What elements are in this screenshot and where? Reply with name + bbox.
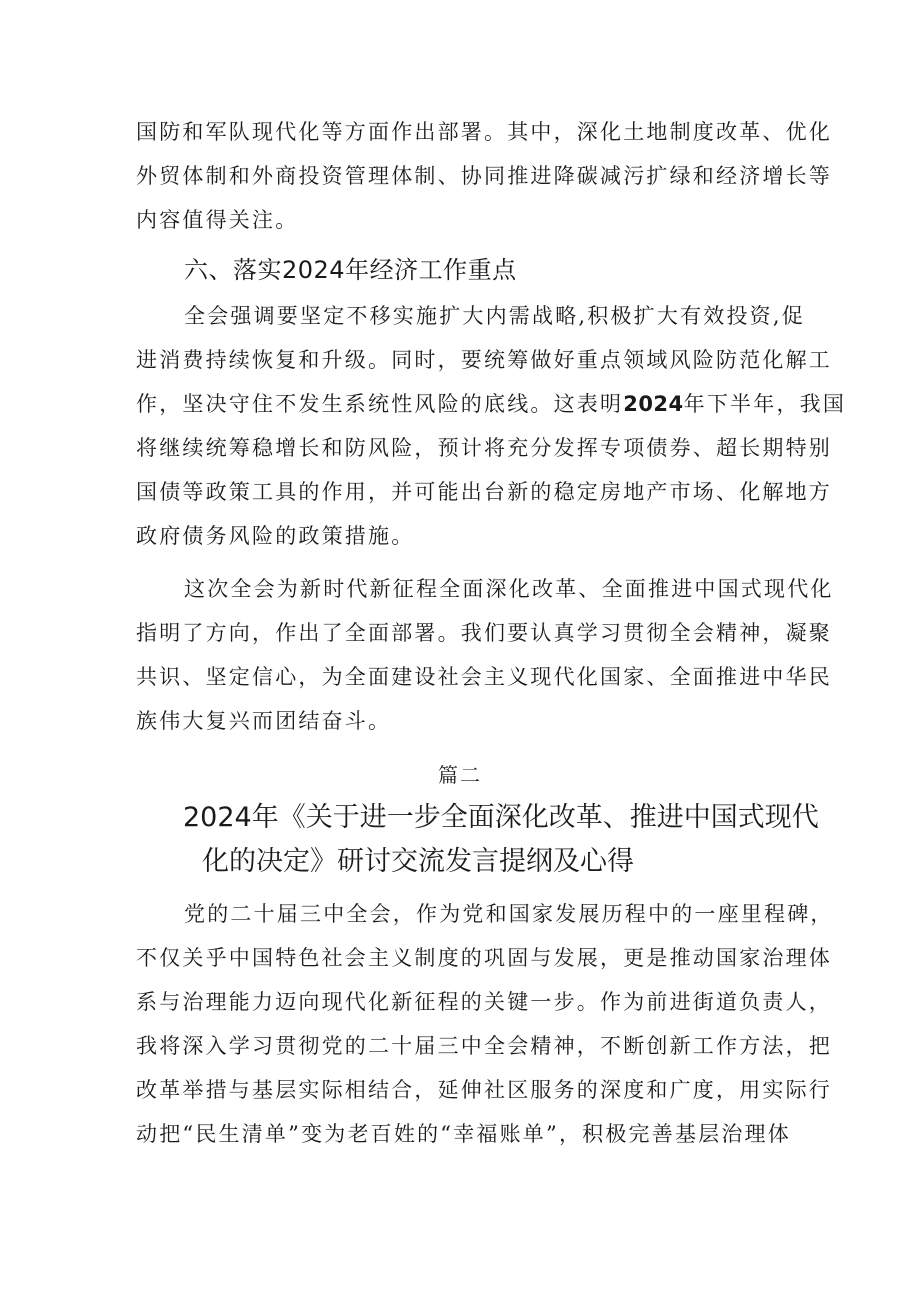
paragraph-line: 进消费持续恢复和升级。同时，要统筹做好重点领域风险防范化解工: [136, 348, 832, 372]
paragraph-line: [136, 390, 847, 418]
paragraph-line: 党的二十届三中全会，作为党和国家发展历程中的一座里程碑，: [184, 902, 834, 926]
paragraph-line: 外贸体制和外商投资管理体制、协同推进降碳减污扩绿和经济增长等: [136, 164, 832, 188]
section-heading: 六、落实2024年经济工作重点: [184, 256, 517, 284]
document-title: 化的决定》研讨交流发言提纲及心得: [202, 846, 634, 877]
paragraph-line: 政府债务风险的政策措施。: [136, 524, 415, 548]
paragraph-line: 这次全会为新时代新征程全面深化改革、全面推进中国式现代化: [184, 577, 834, 601]
paragraph-line: 族伟大复兴而团结奋斗。: [136, 709, 392, 733]
paragraph-line: 不仅关乎中国特色社会主义制度的巩固与发展，更是推动国家治理体: [136, 946, 832, 970]
paragraph-line: 国债等政策工具的作用，并可能出台新的稳定房地产市场、化解地方: [136, 480, 832, 504]
part-label: 篇二: [438, 763, 482, 787]
paragraph-line: 内容值得关注。: [136, 208, 299, 232]
paragraph-line: 系与治理能力迈向现代化新征程的关键一步。作为前进街道负责人，: [136, 990, 832, 1014]
paragraph-line: 全会强调要坚定不移实施扩大内需战略,积极扩大有效投资,促: [184, 304, 805, 328]
line-text: 年下半年，我国: [683, 392, 847, 416]
year-number: 2024: [623, 392, 684, 416]
line-text: 作，坚决守住不发生系统性风险的底线。这表明: [136, 392, 624, 416]
document-title: 2024年《关于进一步全面深化改革、推进中国式现代: [183, 802, 819, 833]
paragraph-line: 动把“民生清单”变为老百姓的“幸福账单”，积极完善基层治理体: [136, 1122, 791, 1146]
paragraph-line: 改革举措与基层实际相结合，延伸社区服务的深度和广度，用实际行: [136, 1078, 832, 1102]
paragraph-line: 将继续统筹稳增长和防风险，预计将充分发挥专项债券、超长期特别: [136, 436, 832, 460]
paragraph-line: 共识、坚定信心，为全面建设社会主义现代化国家、全面推进中华民: [136, 665, 832, 689]
paragraph-line: 国防和军队现代化等方面作出部署。其中，深化土地制度改革、优化: [136, 120, 832, 144]
paragraph-line: 我将深入学习贯彻党的二十届三中全会精神，不断创新工作方法，把: [136, 1034, 832, 1058]
paragraph-line: 指明了方向，作出了全面部署。我们要认真学习贯彻全会精神，凝聚: [136, 621, 832, 645]
